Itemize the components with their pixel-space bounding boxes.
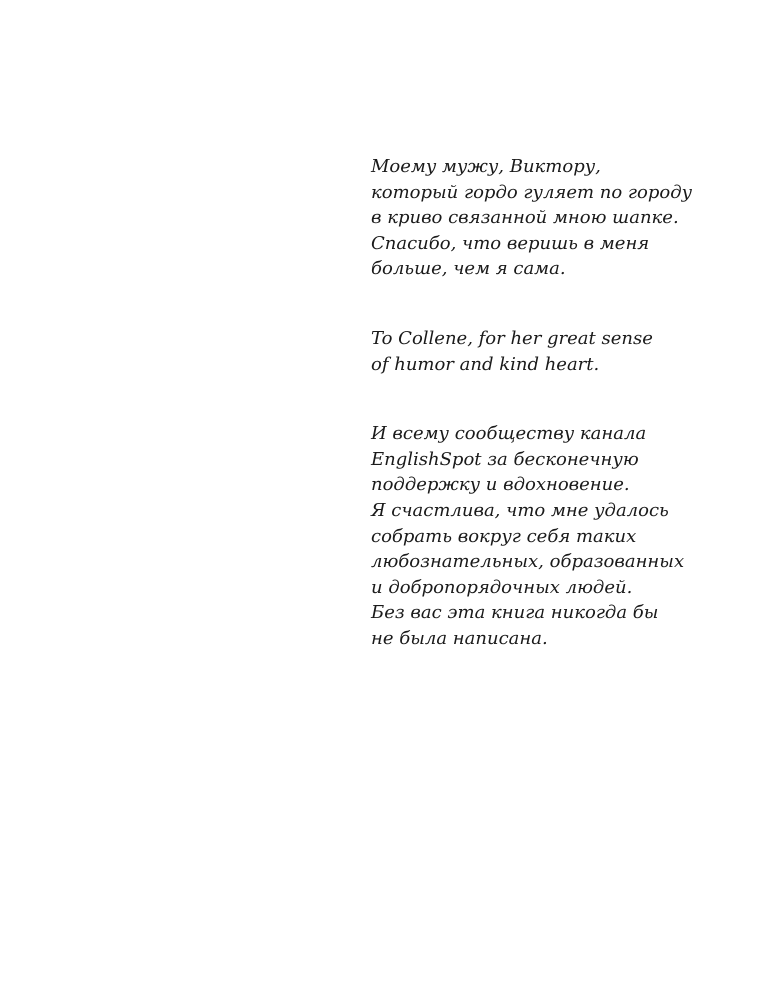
dedication-line: в криво связанной мною шапке. (371, 207, 679, 229)
dedication-line: и добропорядочных людей. (371, 576, 633, 598)
dedication-stanza-collene (371, 326, 751, 377)
dedication-line: любознательных, образованных (371, 551, 685, 573)
dedication-line: который гордо гуляет по городу (371, 181, 693, 203)
dedication-line: больше, чем я сама. (371, 258, 566, 280)
dedication-text (371, 154, 751, 652)
dedication-line: To Collene, for her great sense (371, 327, 653, 349)
dedication-stanza-community (371, 421, 751, 651)
dedication-line: of humor and kind heart. (371, 353, 600, 375)
dedication-line: Спасибо, что веришь в меня (371, 232, 650, 254)
dedication-line: Моему мужу, Виктору, (371, 156, 601, 177)
dedication-line: поддержку и вдохновение. (371, 474, 630, 496)
dedication-line: EnglishSpot за бесконечную (371, 448, 639, 470)
dedication-line: Без вас эта книга никогда бы (371, 602, 659, 624)
dedication-line: собрать вокруг себя таких (371, 525, 637, 547)
dedication-line: Я счастлива, что мне удалось (371, 499, 669, 521)
dedication-stanza-husband (371, 154, 751, 282)
dedication-line: И всему сообществу канала (371, 423, 647, 445)
dedication-line: не была написана. (371, 627, 548, 649)
